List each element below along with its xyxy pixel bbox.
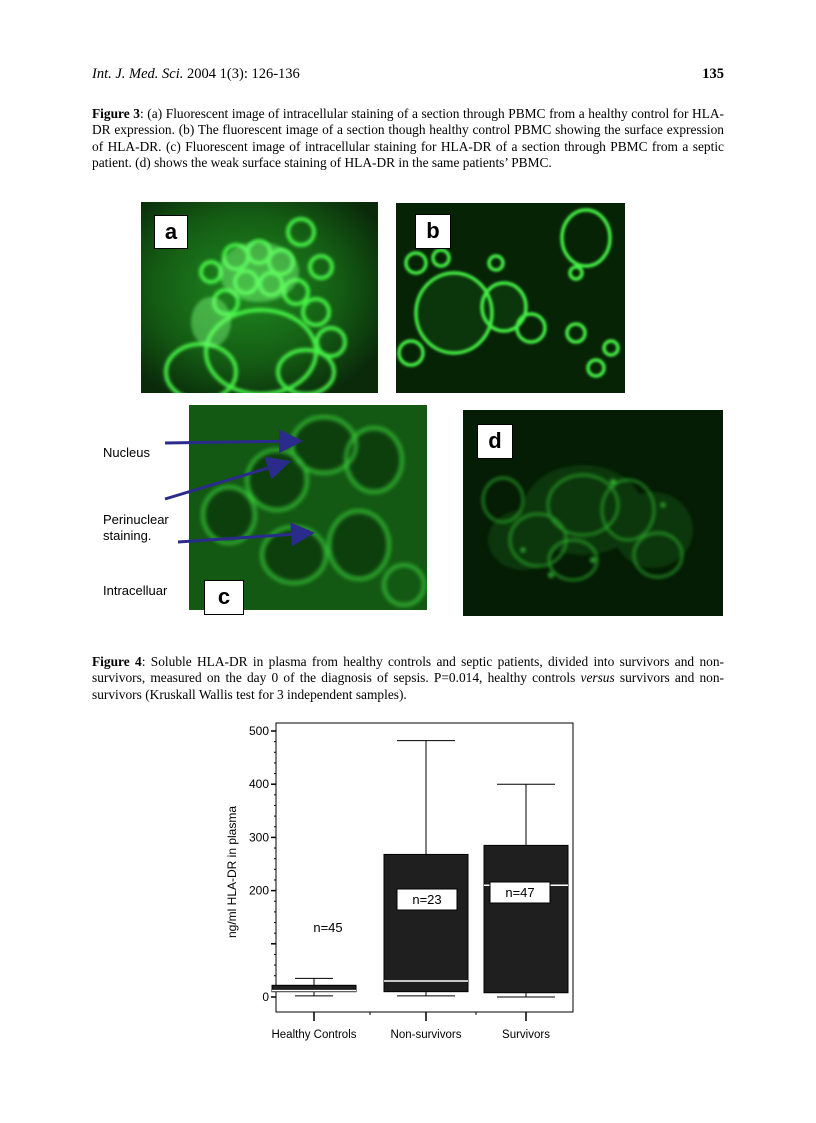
n-label: n=47 <box>505 885 535 900</box>
annotation-perinuclear-2: staining. <box>103 528 152 543</box>
box-3 <box>484 784 568 997</box>
figure3-caption-text: : (a) Fluorescent image of intracellular staining of a section through PBMC from a healthy control for HLA-DR expression. (b) The fluorescent image of a section though healthy control PBMC showing the surface expression of HLA-DR. (c) Fluorescent image of intracellular staining for HLA-DR of a section through PBMC from a septic patient. (d) shows the weak surface staining of HLA-DR in the same patients’ PBMC. <box>92 106 724 171</box>
x-tick-label: Survivors <box>502 1029 550 1041</box>
y-tick-label: 400 <box>248 777 269 792</box>
y-tick-label: 200 <box>248 883 269 898</box>
x-tick-label: Healthy Controls <box>271 1029 357 1041</box>
annotation-intracellular: Intracelluar <box>103 583 168 598</box>
journal-name: Int. J. Med. Sci. <box>92 66 184 82</box>
annotation-nucleus: Nucleus <box>103 445 150 460</box>
panel-label-c: c <box>204 580 244 615</box>
figure4-caption-text-2: survivors and non-survivors (Kruskall Wallis test for 3 independent samples). <box>92 670 724 702</box>
n-label: n=23 <box>412 892 442 907</box>
panel-label-a: a <box>154 215 188 249</box>
figure4-caption-italic: versus <box>580 670 615 686</box>
x-axis <box>271 1012 550 1041</box>
figure4-caption-text-1: : Soluble HLA-DR in plasma from healthy controls and septic patients, divided into survivors and non-survivors, measured on the day 0 of the diagnosis of sepsis. P=0.014, healthy controls <box>92 654 724 686</box>
page-number: 135 <box>702 66 724 82</box>
y-tick-label: 300 <box>248 830 269 845</box>
panel-label-d: d <box>477 424 513 459</box>
y-axis-label: ng/ml HLA-DR in plasma <box>225 805 239 939</box>
journal-citation: 2004 1(3): 126-136 <box>187 66 300 82</box>
figure3-label: Figure 3 <box>92 106 140 121</box>
panel-label-b: b <box>415 214 451 249</box>
figure4-label: Figure 4 <box>92 654 142 669</box>
box-body <box>484 845 568 992</box>
box-1 <box>272 920 356 996</box>
n-label: n=45 <box>313 920 343 935</box>
y-axis <box>249 724 276 1004</box>
y-tick-label: 500 <box>248 724 269 738</box>
x-tick-label: Non-survivors <box>390 1029 462 1041</box>
y-tick-label: 0 <box>262 990 269 1004</box>
box-body <box>384 854 468 991</box>
box-2 <box>384 741 468 996</box>
annotation-perinuclear-1: Perinuclear <box>103 512 169 527</box>
boxes <box>272 741 568 997</box>
